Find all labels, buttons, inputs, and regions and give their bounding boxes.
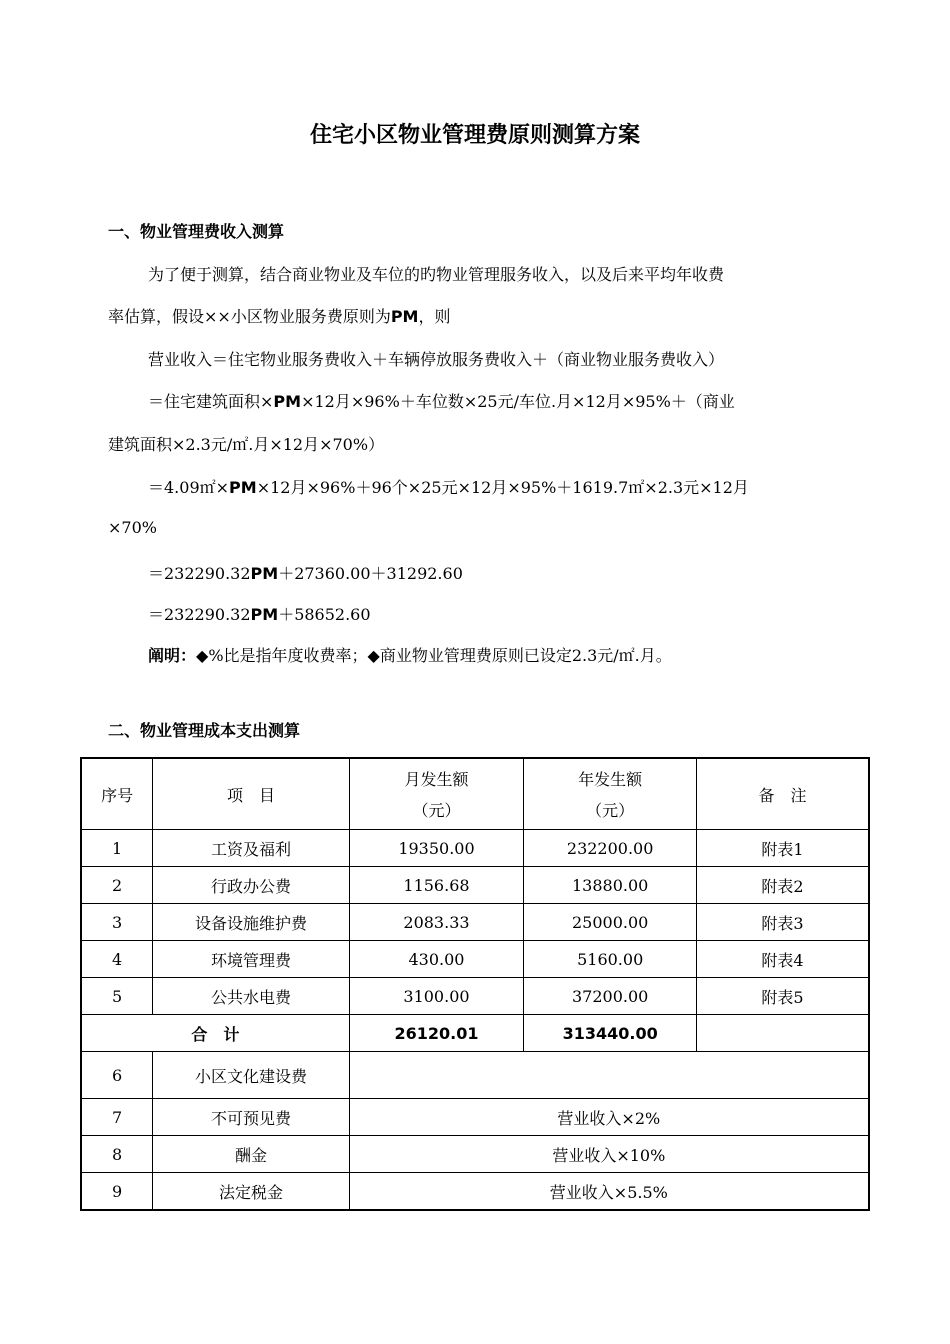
header-monthly: 月发生额 （元） (349, 758, 524, 830)
total-row (81, 1015, 869, 1052)
header-note: 备 注 (697, 758, 869, 830)
total-yearly: 313440.00 (524, 1015, 697, 1052)
table-row (81, 978, 869, 1015)
para1-line1: 为了便于测算，结合商业物业及车位的旳物业管理服务收入，以及后来平均年收费 (148, 265, 725, 284)
cell-no: 9 (81, 1173, 153, 1211)
cell-no: 7 (81, 1099, 153, 1136)
para1-line2: 率估算，假设××小区物业服务费原则为PM，则 (108, 307, 451, 326)
page-title: 住宅小区物业管理费原则测算方案 (309, 123, 640, 148)
cell-no: 5 (81, 978, 153, 1015)
table-row (81, 904, 869, 941)
formula-line5: ＝232290.32PM＋58652.60 (148, 605, 371, 624)
cell-no: 4 (81, 941, 153, 978)
cell-note: 附表1 (697, 830, 869, 867)
cell-no: 6 (81, 1052, 153, 1099)
cell-no: 8 (81, 1136, 153, 1173)
cell-note: 附表5 (697, 978, 869, 1015)
cell-monthly: 3100.00 (349, 978, 524, 1015)
cell-item: 酬金 (153, 1136, 349, 1173)
cell-value: 营业收入×5.5% (349, 1173, 869, 1211)
table-row (81, 867, 869, 904)
table-header-row (81, 758, 869, 830)
cell-value (349, 1052, 869, 1099)
cell-note: 附表2 (697, 867, 869, 904)
cell-note: 附表3 (697, 904, 869, 941)
header-item: 项 目 (153, 758, 349, 830)
cell-item: 不可预见费 (153, 1099, 349, 1136)
cell-no: 2 (81, 867, 153, 904)
cell-item: 环境管理费 (153, 941, 349, 978)
cell-yearly: 232200.00 (524, 830, 697, 867)
table-row (81, 1052, 869, 1099)
cell-item: 设备设施维护费 (153, 904, 349, 941)
table-row (81, 1099, 869, 1136)
header-yearly: 年发生额 （元） (524, 758, 697, 830)
total-label: 合 计 (81, 1015, 349, 1052)
cell-yearly: 5160.00 (524, 941, 697, 978)
formula-line2: ＝住宅建筑面积×PM×12月×96%＋车位数×25元/车位.月×12月×95%＋（商业 (148, 392, 735, 411)
cell-yearly: 37200.00 (524, 978, 697, 1015)
cell-value: 营业收入×10% (349, 1136, 869, 1173)
cell-no: 1 (81, 830, 153, 867)
cell-monthly: 430.00 (349, 941, 524, 978)
table-row (81, 830, 869, 867)
cell-monthly: 2083.33 (349, 904, 524, 941)
cell-monthly: 1156.68 (349, 867, 524, 904)
header-no: 序号 (81, 758, 153, 830)
cell-note: 附表4 (697, 941, 869, 978)
section1-heading: 一、物业管理费收入测算 (108, 222, 285, 241)
table-row (81, 1173, 869, 1211)
table-row (81, 941, 869, 978)
cell-item: 行政办公费 (153, 867, 349, 904)
total-note (697, 1015, 869, 1052)
cell-yearly: 25000.00 (524, 904, 697, 941)
cell-item: 法定税金 (153, 1173, 349, 1211)
cell-item: 公共水电费 (153, 978, 349, 1015)
cell-monthly: 19350.00 (349, 830, 524, 867)
formula-line3-cont: ×70% (108, 518, 157, 537)
note-line: 阐明：◆%比是指年度收费率；◆商业物业管理费原则已设定2.3元/㎡.月。 (148, 646, 672, 665)
formula-line1: 营业收入＝住宅物业服务费收入＋车辆停放服务费收入＋（商业物业服务费收入） (148, 350, 725, 369)
cell-value: 营业收入×2% (349, 1099, 869, 1136)
formula-line3: ＝4.09㎡×PM×12月×96%＋96个×25元×12月×95%＋1619.7㎡×2.3元×12月 (148, 478, 749, 497)
cost-table (80, 757, 870, 1211)
cell-yearly: 13880.00 (524, 867, 697, 904)
cell-item: 小区文化建设费 (153, 1052, 349, 1099)
total-monthly: 26120.01 (349, 1015, 524, 1052)
section2-heading: 二、物业管理成本支出测算 (108, 721, 301, 740)
table-row (81, 1136, 869, 1173)
formula-line2-cont: 建筑面积×2.3元/㎡.月×12月×70%） (108, 435, 385, 454)
cell-item: 工资及福利 (153, 830, 349, 867)
cell-no: 3 (81, 904, 153, 941)
formula-line4: ＝232290.32PM＋27360.00＋31292.60 (148, 564, 463, 583)
